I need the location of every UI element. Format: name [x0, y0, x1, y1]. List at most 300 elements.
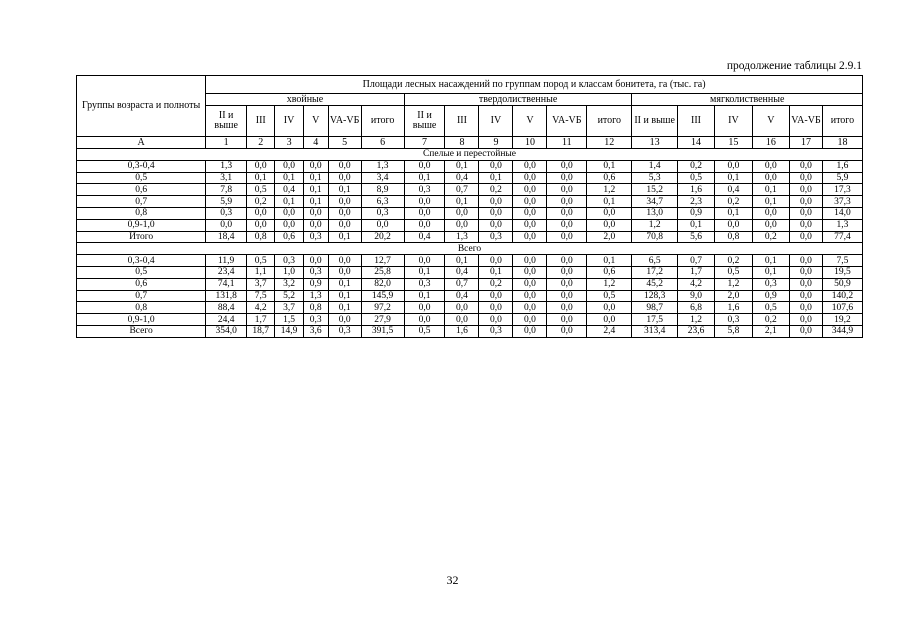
- table-cell: 0,4: [715, 184, 752, 196]
- table-cell: 14,0: [822, 207, 862, 219]
- table-cell: 82,0: [361, 278, 404, 290]
- table-cell: 0,0: [790, 184, 823, 196]
- table-cell: 0,0: [513, 196, 547, 208]
- table-cell: 15,2: [632, 184, 677, 196]
- table-cell: 0,1: [479, 266, 513, 278]
- table-cell: 0,2: [479, 184, 513, 196]
- table-cell: 0,0: [547, 196, 587, 208]
- table-cell: 19,2: [822, 314, 862, 326]
- table-cell: 2,3: [677, 196, 714, 208]
- table-cell: 0,0: [513, 325, 547, 337]
- table-cell: 5,8: [715, 325, 752, 337]
- table-cell: 0,1: [752, 266, 789, 278]
- table-cell: 0,0: [328, 314, 361, 326]
- table-cell: 0,0: [513, 290, 547, 302]
- table-cell: 0,0: [247, 219, 275, 231]
- table-cell: 0,1: [404, 172, 445, 184]
- table-cell: 34,7: [632, 196, 677, 208]
- table-cell: 0,0: [547, 266, 587, 278]
- row-label: 0,5: [77, 172, 206, 184]
- table-cell: 2,1: [752, 325, 789, 337]
- table-cell: 0,3: [206, 207, 247, 219]
- table-cell: 45,2: [632, 278, 677, 290]
- header-subcol: III: [445, 106, 479, 137]
- table-cell: 0,6: [587, 266, 632, 278]
- table-cell: 14,9: [275, 325, 303, 337]
- table-cell: 0,1: [328, 231, 361, 243]
- header-index-number: 9: [479, 137, 513, 149]
- row-label: 0,3-0,4: [77, 255, 206, 267]
- section-header-row: [77, 243, 863, 255]
- page-number: 32: [446, 573, 459, 587]
- header-group-softwood: мягколиственные: [632, 94, 863, 106]
- table-cell: 0,0: [328, 196, 361, 208]
- table-row: [77, 278, 863, 290]
- table-cell: 1,6: [715, 302, 752, 314]
- table-cell: 18,4: [206, 231, 247, 243]
- header-subcol: II и выше: [632, 106, 677, 137]
- header-subcol: IV: [715, 106, 752, 137]
- table-cell: 0,0: [790, 219, 823, 231]
- table-cell: 0,3: [303, 314, 328, 326]
- table-cell: 0,7: [445, 278, 479, 290]
- table-cell: 0,2: [247, 196, 275, 208]
- header-index-number: 14: [677, 137, 714, 149]
- header-index-number: 15: [715, 137, 752, 149]
- table-cell: 0,0: [328, 266, 361, 278]
- table-cell: 88,4: [206, 302, 247, 314]
- table-cell: 37,3: [822, 196, 862, 208]
- table-cell: 1,7: [247, 314, 275, 326]
- table-cell: 3,6: [303, 325, 328, 337]
- table-cell: 0,0: [328, 219, 361, 231]
- table-cell: 0,1: [445, 160, 479, 172]
- table-cell: 0,0: [547, 219, 587, 231]
- table-row: [77, 255, 863, 267]
- table-cell: 0,0: [206, 219, 247, 231]
- table-cell: 0,6: [587, 172, 632, 184]
- table-cell: 0,0: [547, 231, 587, 243]
- table-caption: продолжение таблицы 2.9.1: [726, 60, 862, 72]
- table-cell: 0,0: [445, 219, 479, 231]
- table-cell: 0,5: [247, 255, 275, 267]
- table-cell: 0,0: [790, 278, 823, 290]
- table-row: [77, 231, 863, 243]
- table-row: [77, 196, 863, 208]
- table-cell: 23,6: [677, 325, 714, 337]
- table-cell: 145,9: [361, 290, 404, 302]
- header-group-coniferous: хвойные: [206, 94, 404, 106]
- header-index-number: 16: [752, 137, 789, 149]
- table-cell: 0,0: [513, 266, 547, 278]
- table-cell: 0,0: [303, 255, 328, 267]
- table-cell: 0,9: [677, 207, 714, 219]
- table-cell: 0,7: [445, 184, 479, 196]
- table-cell: 0,0: [547, 160, 587, 172]
- table-cell: 0,0: [547, 172, 587, 184]
- table-cell: 1,2: [715, 278, 752, 290]
- table-cell: 140,2: [822, 290, 862, 302]
- table-cell: 0,0: [587, 207, 632, 219]
- table-cell: 3,1: [206, 172, 247, 184]
- table-cell: 0,0: [790, 325, 823, 337]
- table-cell: 0,0: [404, 314, 445, 326]
- table-cell: 5,6: [677, 231, 714, 243]
- table-cell: 20,2: [361, 231, 404, 243]
- header-index-number: 1: [206, 137, 247, 149]
- table-cell: 2,4: [587, 325, 632, 337]
- table-cell: 0,1: [275, 196, 303, 208]
- table-cell: 131,8: [206, 290, 247, 302]
- table-cell: 0,1: [587, 160, 632, 172]
- table-cell: 0,4: [445, 172, 479, 184]
- table-cell: 0,0: [513, 302, 547, 314]
- table-cell: 12,7: [361, 255, 404, 267]
- table-cell: 0,3: [303, 266, 328, 278]
- table-cell: 0,1: [328, 302, 361, 314]
- table-cell: 0,0: [404, 207, 445, 219]
- row-label: 0,7: [77, 290, 206, 302]
- table-cell: 1,3: [445, 231, 479, 243]
- header-subcol: IV: [479, 106, 513, 137]
- row-label: Итого: [77, 231, 206, 243]
- table-cell: 23,4: [206, 266, 247, 278]
- table-cell: 0,9: [303, 278, 328, 290]
- table-cell: 0,2: [479, 278, 513, 290]
- table-cell: 77,4: [822, 231, 862, 243]
- table-cell: 0,3: [479, 231, 513, 243]
- row-label: 0,6: [77, 278, 206, 290]
- header-corner: Группы возраста и полноты: [77, 76, 206, 137]
- section-title: Спелые и перестойные: [77, 149, 863, 161]
- table-cell: 3,2: [275, 278, 303, 290]
- header-subcol: V: [513, 106, 547, 137]
- table-cell: 6,3: [361, 196, 404, 208]
- section-title: Всего: [77, 243, 863, 255]
- table-cell: 0,1: [328, 290, 361, 302]
- table-cell: 0,0: [587, 302, 632, 314]
- table-row: [77, 325, 863, 337]
- table-cell: 0,0: [404, 302, 445, 314]
- header-main-title: Площади лесных насаждений по группам пород и классам бонитета, га (тыс. га): [206, 76, 863, 94]
- table-cell: 1,2: [632, 219, 677, 231]
- header-subcol: итого: [361, 106, 404, 137]
- table-cell: 0,0: [513, 172, 547, 184]
- table-cell: 0,1: [247, 172, 275, 184]
- table-cell: 19,5: [822, 266, 862, 278]
- table-cell: 1,0: [275, 266, 303, 278]
- table-cell: 0,0: [715, 160, 752, 172]
- table-cell: 344,9: [822, 325, 862, 337]
- row-label: 0,9-1,0: [77, 314, 206, 326]
- table-cell: 0,0: [790, 231, 823, 243]
- table-cell: 0,0: [513, 278, 547, 290]
- header-subcol: IV: [275, 106, 303, 137]
- table-cell: 0,0: [479, 207, 513, 219]
- table-cell: 1,5: [275, 314, 303, 326]
- row-label: 0,9-1,0: [77, 219, 206, 231]
- table-cell: 0,5: [247, 184, 275, 196]
- table-cell: 0,1: [587, 196, 632, 208]
- header-index-number: 18: [822, 137, 862, 149]
- table-cell: 0,0: [513, 207, 547, 219]
- header-index-number: 2: [247, 137, 275, 149]
- table-cell: 2,0: [587, 231, 632, 243]
- table-cell: 0,3: [752, 278, 789, 290]
- table-row: [77, 219, 863, 231]
- table-cell: 0,0: [361, 219, 404, 231]
- table-cell: 0,0: [513, 255, 547, 267]
- table-row: [77, 184, 863, 196]
- table-cell: 0,0: [587, 219, 632, 231]
- header-index-number: 17: [790, 137, 823, 149]
- table-cell: 0,0: [790, 160, 823, 172]
- table-cell: 1,2: [587, 278, 632, 290]
- table-cell: 50,9: [822, 278, 862, 290]
- header-subcol: VA-VБ: [328, 106, 361, 137]
- table-cell: 1,1: [247, 266, 275, 278]
- table-cell: 0,0: [328, 160, 361, 172]
- table-cell: 0,0: [328, 255, 361, 267]
- table-cell: 0,0: [790, 207, 823, 219]
- table-cell: 0,0: [479, 255, 513, 267]
- table-cell: 0,0: [715, 219, 752, 231]
- table-cell: 107,6: [822, 302, 862, 314]
- row-label: 0,8: [77, 302, 206, 314]
- row-label: 0,5: [77, 266, 206, 278]
- table-cell: 8,9: [361, 184, 404, 196]
- header-subcol: II и выше: [404, 106, 445, 137]
- header-index-number: 6: [361, 137, 404, 149]
- table-cell: 24,4: [206, 314, 247, 326]
- header-subcol: III: [247, 106, 275, 137]
- table-cell: 0,0: [479, 219, 513, 231]
- table-row: [77, 207, 863, 219]
- table-cell: 0,0: [404, 196, 445, 208]
- header-index-label: А: [77, 137, 206, 149]
- table-cell: 0,1: [715, 172, 752, 184]
- table-cell: 6,5: [632, 255, 677, 267]
- table-cell: 0,7: [677, 255, 714, 267]
- table-cell: 0,0: [547, 255, 587, 267]
- table-cell: 0,0: [547, 184, 587, 196]
- table-cell: 1,7: [677, 266, 714, 278]
- table-cell: 0,4: [275, 184, 303, 196]
- table-cell: 0,0: [752, 207, 789, 219]
- table-cell: 0,3: [328, 325, 361, 337]
- table-cell: 391,5: [361, 325, 404, 337]
- table-row: [77, 266, 863, 278]
- table-cell: 0,3: [715, 314, 752, 326]
- table-cell: 0,1: [752, 255, 789, 267]
- header-index-number: 10: [513, 137, 547, 149]
- table-cell: 0,2: [752, 314, 789, 326]
- table-cell: 0,0: [513, 160, 547, 172]
- table-cell: 128,3: [632, 290, 677, 302]
- table-cell: 18,7: [247, 325, 275, 337]
- table-cell: 0,1: [275, 172, 303, 184]
- table-cell: 0,1: [677, 219, 714, 231]
- header-index-number: 3: [275, 137, 303, 149]
- table-cell: 0,3: [303, 231, 328, 243]
- table-cell: 0,1: [404, 266, 445, 278]
- forest-area-table: [76, 75, 863, 338]
- table-cell: 0,2: [752, 231, 789, 243]
- table-cell: 0,3: [404, 184, 445, 196]
- table-cell: 0,0: [275, 207, 303, 219]
- header-index-number: 4: [303, 137, 328, 149]
- header-subcol: II и выше: [206, 106, 247, 137]
- table-cell: 1,6: [445, 325, 479, 337]
- table-row: [77, 172, 863, 184]
- table-cell: 0,0: [479, 160, 513, 172]
- table-cell: 0,5: [587, 290, 632, 302]
- table-cell: 74,1: [206, 278, 247, 290]
- table-cell: 0,1: [445, 255, 479, 267]
- table-cell: 0,8: [247, 231, 275, 243]
- table-cell: 0,1: [303, 184, 328, 196]
- table-cell: 0,1: [303, 196, 328, 208]
- table-cell: 0,0: [547, 278, 587, 290]
- row-label: 0,3-0,4: [77, 160, 206, 172]
- table-cell: 0,2: [677, 160, 714, 172]
- table-cell: 0,0: [479, 314, 513, 326]
- header-subcol: VA-VБ: [790, 106, 823, 137]
- table-cell: 7,8: [206, 184, 247, 196]
- table-cell: 7,5: [822, 255, 862, 267]
- table-cell: 0,0: [275, 219, 303, 231]
- table-cell: 0,3: [404, 278, 445, 290]
- table-cell: 17,2: [632, 266, 677, 278]
- table-cell: 4,2: [677, 278, 714, 290]
- section-header-row: [77, 149, 863, 161]
- table-cell: 1,2: [587, 184, 632, 196]
- header-subcol: V: [752, 106, 789, 137]
- table-cell: 0,0: [547, 314, 587, 326]
- table-cell: 0,1: [328, 184, 361, 196]
- header-subcol: V: [303, 106, 328, 137]
- table-cell: 0,1: [479, 172, 513, 184]
- table-cell: 0,9: [752, 290, 789, 302]
- table-cell: 27,9: [361, 314, 404, 326]
- table-cell: 0,0: [404, 160, 445, 172]
- table-cell: 0,2: [715, 196, 752, 208]
- header-index-number: 11: [547, 137, 587, 149]
- table-cell: 1,3: [303, 290, 328, 302]
- table-cell: 0,3: [275, 255, 303, 267]
- table-cell: 0,0: [790, 255, 823, 267]
- table-cell: 0,0: [247, 160, 275, 172]
- table-cell: 0,0: [445, 207, 479, 219]
- table-cell: 3,7: [275, 302, 303, 314]
- table-cell: 0,4: [445, 266, 479, 278]
- table-cell: 0,0: [479, 290, 513, 302]
- table-cell: 0,4: [404, 231, 445, 243]
- table-cell: 0,0: [547, 207, 587, 219]
- table-cell: 2,0: [715, 290, 752, 302]
- row-label: Всего: [77, 325, 206, 337]
- table-cell: 0,0: [513, 219, 547, 231]
- table-cell: 0,4: [445, 290, 479, 302]
- row-label: 0,7: [77, 196, 206, 208]
- table-cell: 0,0: [547, 325, 587, 337]
- header-index-number: 5: [328, 137, 361, 149]
- table-cell: 0,0: [445, 302, 479, 314]
- table-cell: 4,2: [247, 302, 275, 314]
- table-cell: 3,7: [247, 278, 275, 290]
- table-cell: 313,4: [632, 325, 677, 337]
- table-cell: 25,8: [361, 266, 404, 278]
- table-cell: 0,0: [752, 172, 789, 184]
- table-cell: 13,0: [632, 207, 677, 219]
- table-cell: 0,3: [361, 207, 404, 219]
- table-cell: 0,0: [752, 160, 789, 172]
- table-cell: 5,9: [822, 172, 862, 184]
- table-cell: 1,6: [677, 184, 714, 196]
- table-cell: 0,5: [752, 302, 789, 314]
- header-index-number: 13: [632, 137, 677, 149]
- table-cell: 0,1: [752, 184, 789, 196]
- table-cell: 5,2: [275, 290, 303, 302]
- row-label: 0,6: [77, 184, 206, 196]
- header-subcol: итого: [587, 106, 632, 137]
- table-cell: 354,0: [206, 325, 247, 337]
- table-cell: 97,2: [361, 302, 404, 314]
- table-cell: 0,5: [715, 266, 752, 278]
- table-cell: 11,9: [206, 255, 247, 267]
- header-subcol: III: [677, 106, 714, 137]
- table-cell: 0,8: [303, 302, 328, 314]
- table-cell: 0,8: [715, 231, 752, 243]
- table-cell: 0,0: [513, 231, 547, 243]
- table-cell: 0,0: [790, 196, 823, 208]
- table-cell: 0,0: [587, 314, 632, 326]
- table-cell: 1,2: [677, 314, 714, 326]
- table-cell: 0,0: [303, 160, 328, 172]
- table-cell: 1,6: [822, 160, 862, 172]
- table-cell: 0,0: [328, 172, 361, 184]
- table-cell: 0,3: [479, 325, 513, 337]
- table-cell: 0,0: [303, 219, 328, 231]
- table-cell: 0,0: [445, 314, 479, 326]
- table-cell: 0,0: [479, 196, 513, 208]
- table-cell: 0,0: [790, 172, 823, 184]
- table-cell: 0,0: [513, 184, 547, 196]
- table-cell: 98,7: [632, 302, 677, 314]
- table-cell: 3,4: [361, 172, 404, 184]
- table-cell: 0,0: [247, 207, 275, 219]
- table-row: [77, 160, 863, 172]
- table-cell: 0,0: [790, 314, 823, 326]
- table-cell: 5,3: [632, 172, 677, 184]
- table-cell: 0,1: [715, 207, 752, 219]
- table-cell: 0,1: [445, 196, 479, 208]
- table-cell: 0,2: [715, 255, 752, 267]
- table-cell: 1,3: [822, 219, 862, 231]
- header-index-number: 8: [445, 137, 479, 149]
- table-cell: 1,3: [206, 160, 247, 172]
- table-cell: 0,5: [404, 325, 445, 337]
- table-cell: 0,1: [303, 172, 328, 184]
- table-cell: 0,5: [677, 172, 714, 184]
- row-label: 0,8: [77, 207, 206, 219]
- table-cell: 17,3: [822, 184, 862, 196]
- table-row: [77, 302, 863, 314]
- table-cell: 0,0: [404, 219, 445, 231]
- table-cell: 1,3: [361, 160, 404, 172]
- table-cell: 0,0: [303, 207, 328, 219]
- header-subcol: VA-VБ: [547, 106, 587, 137]
